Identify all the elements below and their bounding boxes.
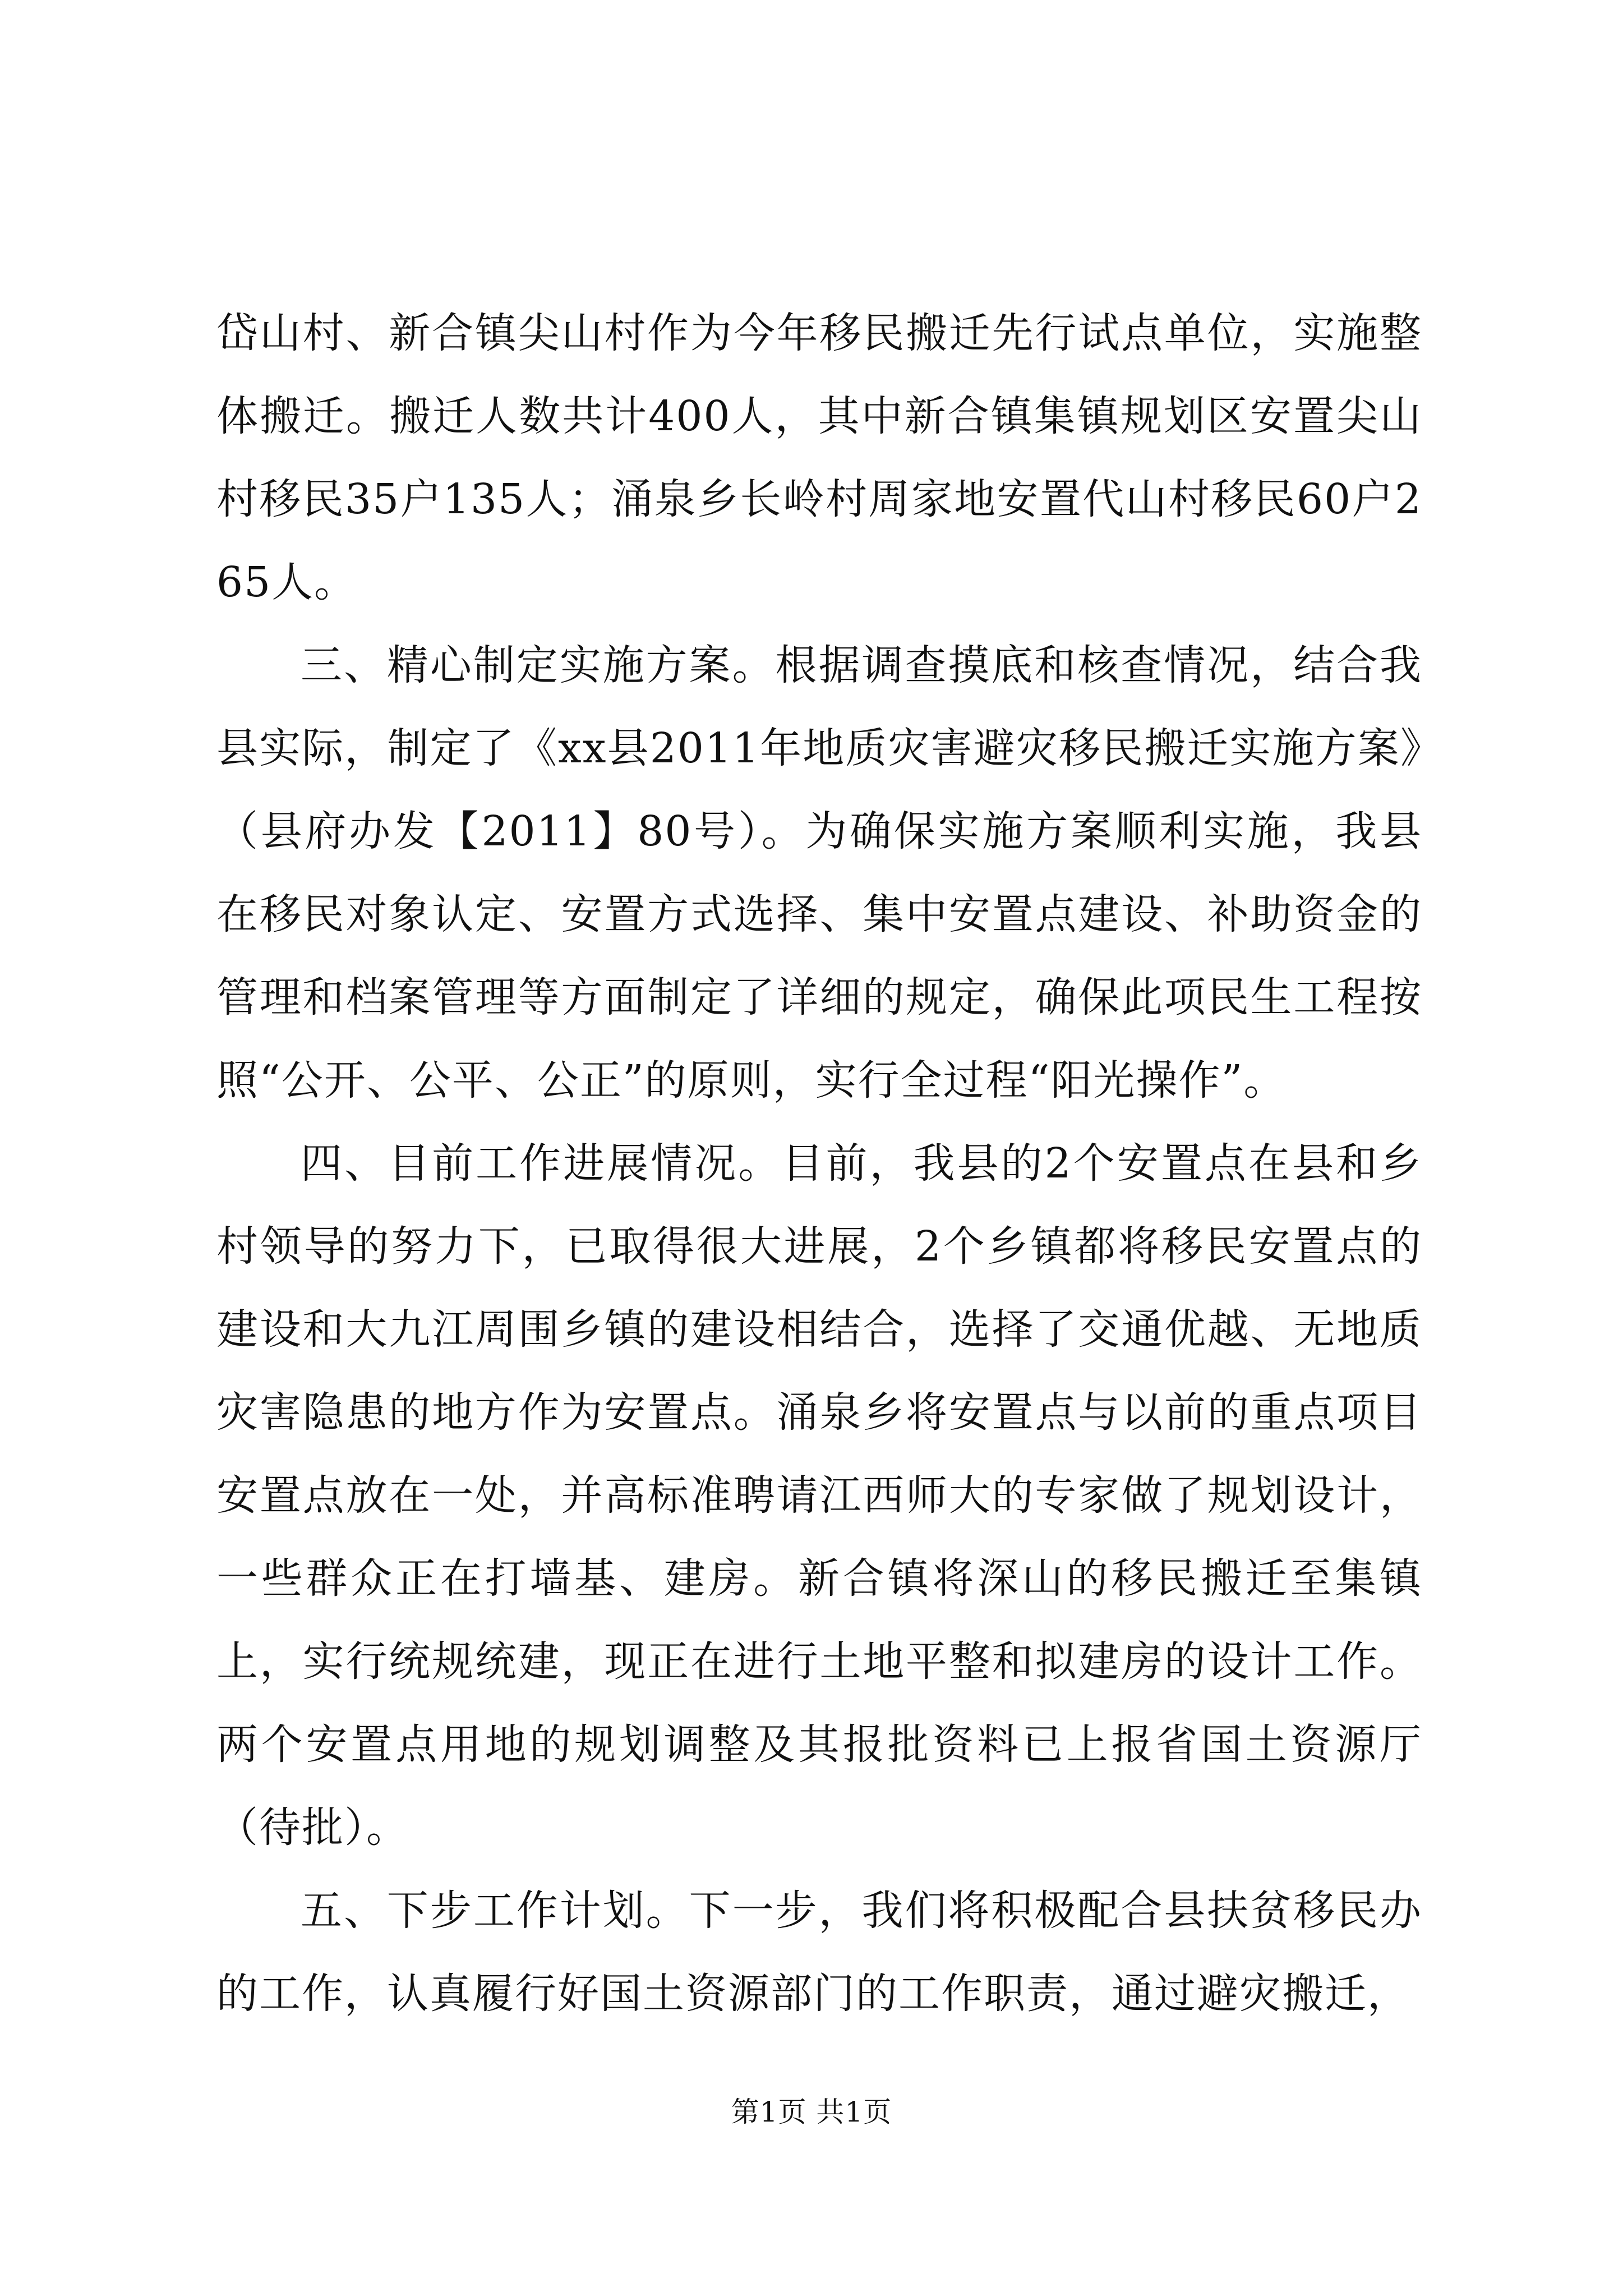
paragraph-progress: 四、目前工作进展情况。目前，我县的2个安置点在县和乡村领导的努力下，已取得很大进展，2个乡镇都将移民安置点的建设和大九江周围乡镇的建设相结合，选择了交通优越、无地质灾害隐患的地方作为安置点。涌泉乡将安置点与以前的重点项目安置点放在一处，并高标准聘请江西师大的专家做了规划设计，一些群众正在打墙基、建房。新合镇将深山的移民搬迁至集镇上，实行统规统建，现正在进行土地平整和拟建房的设计工作。两个安置点用地的规划调整及其报批资料已上报省国土资源厅（待批）。 <box>216 1139 1422 1852</box>
paragraph-next-steps: 五、下步工作计划。下一步，我们将积极配合县扶贫移民办的工作，认真履行好国土资源部门的工作职责，通过避灾搬迁， <box>216 1887 1422 2018</box>
page-footer: 第1页 共1页 <box>731 2096 892 2128</box>
document-body <box>216 292 1422 2035</box>
paragraph-continuation: 岱山村、新合镇尖山村作为今年移民搬迁先行试点单位，实施整体搬迁。搬迁人数共计400人，其中新合镇集镇规划区安置尖山村移民35户135人；涌泉乡长岭村周家地安置代山村移民60户265人。 <box>216 309 1422 606</box>
paragraph-implementation-plan: 三、精心制定实施方案。根据调查摸底和核查情况，结合我县实际，制定了《xx县2011年地质灾害避灾移民搬迁实施方案》（县府办发【2011】80号）。为确保实施方案顺利实施，我县在移民对象认定、安置方式选择、集中安置点建设、补助资金的管理和档案管理等方面制定了详细的规定，确保此项民生工程按照“公开、公平、公正”的原则，实行全过程“阳光操作”。 <box>216 641 1422 1105</box>
